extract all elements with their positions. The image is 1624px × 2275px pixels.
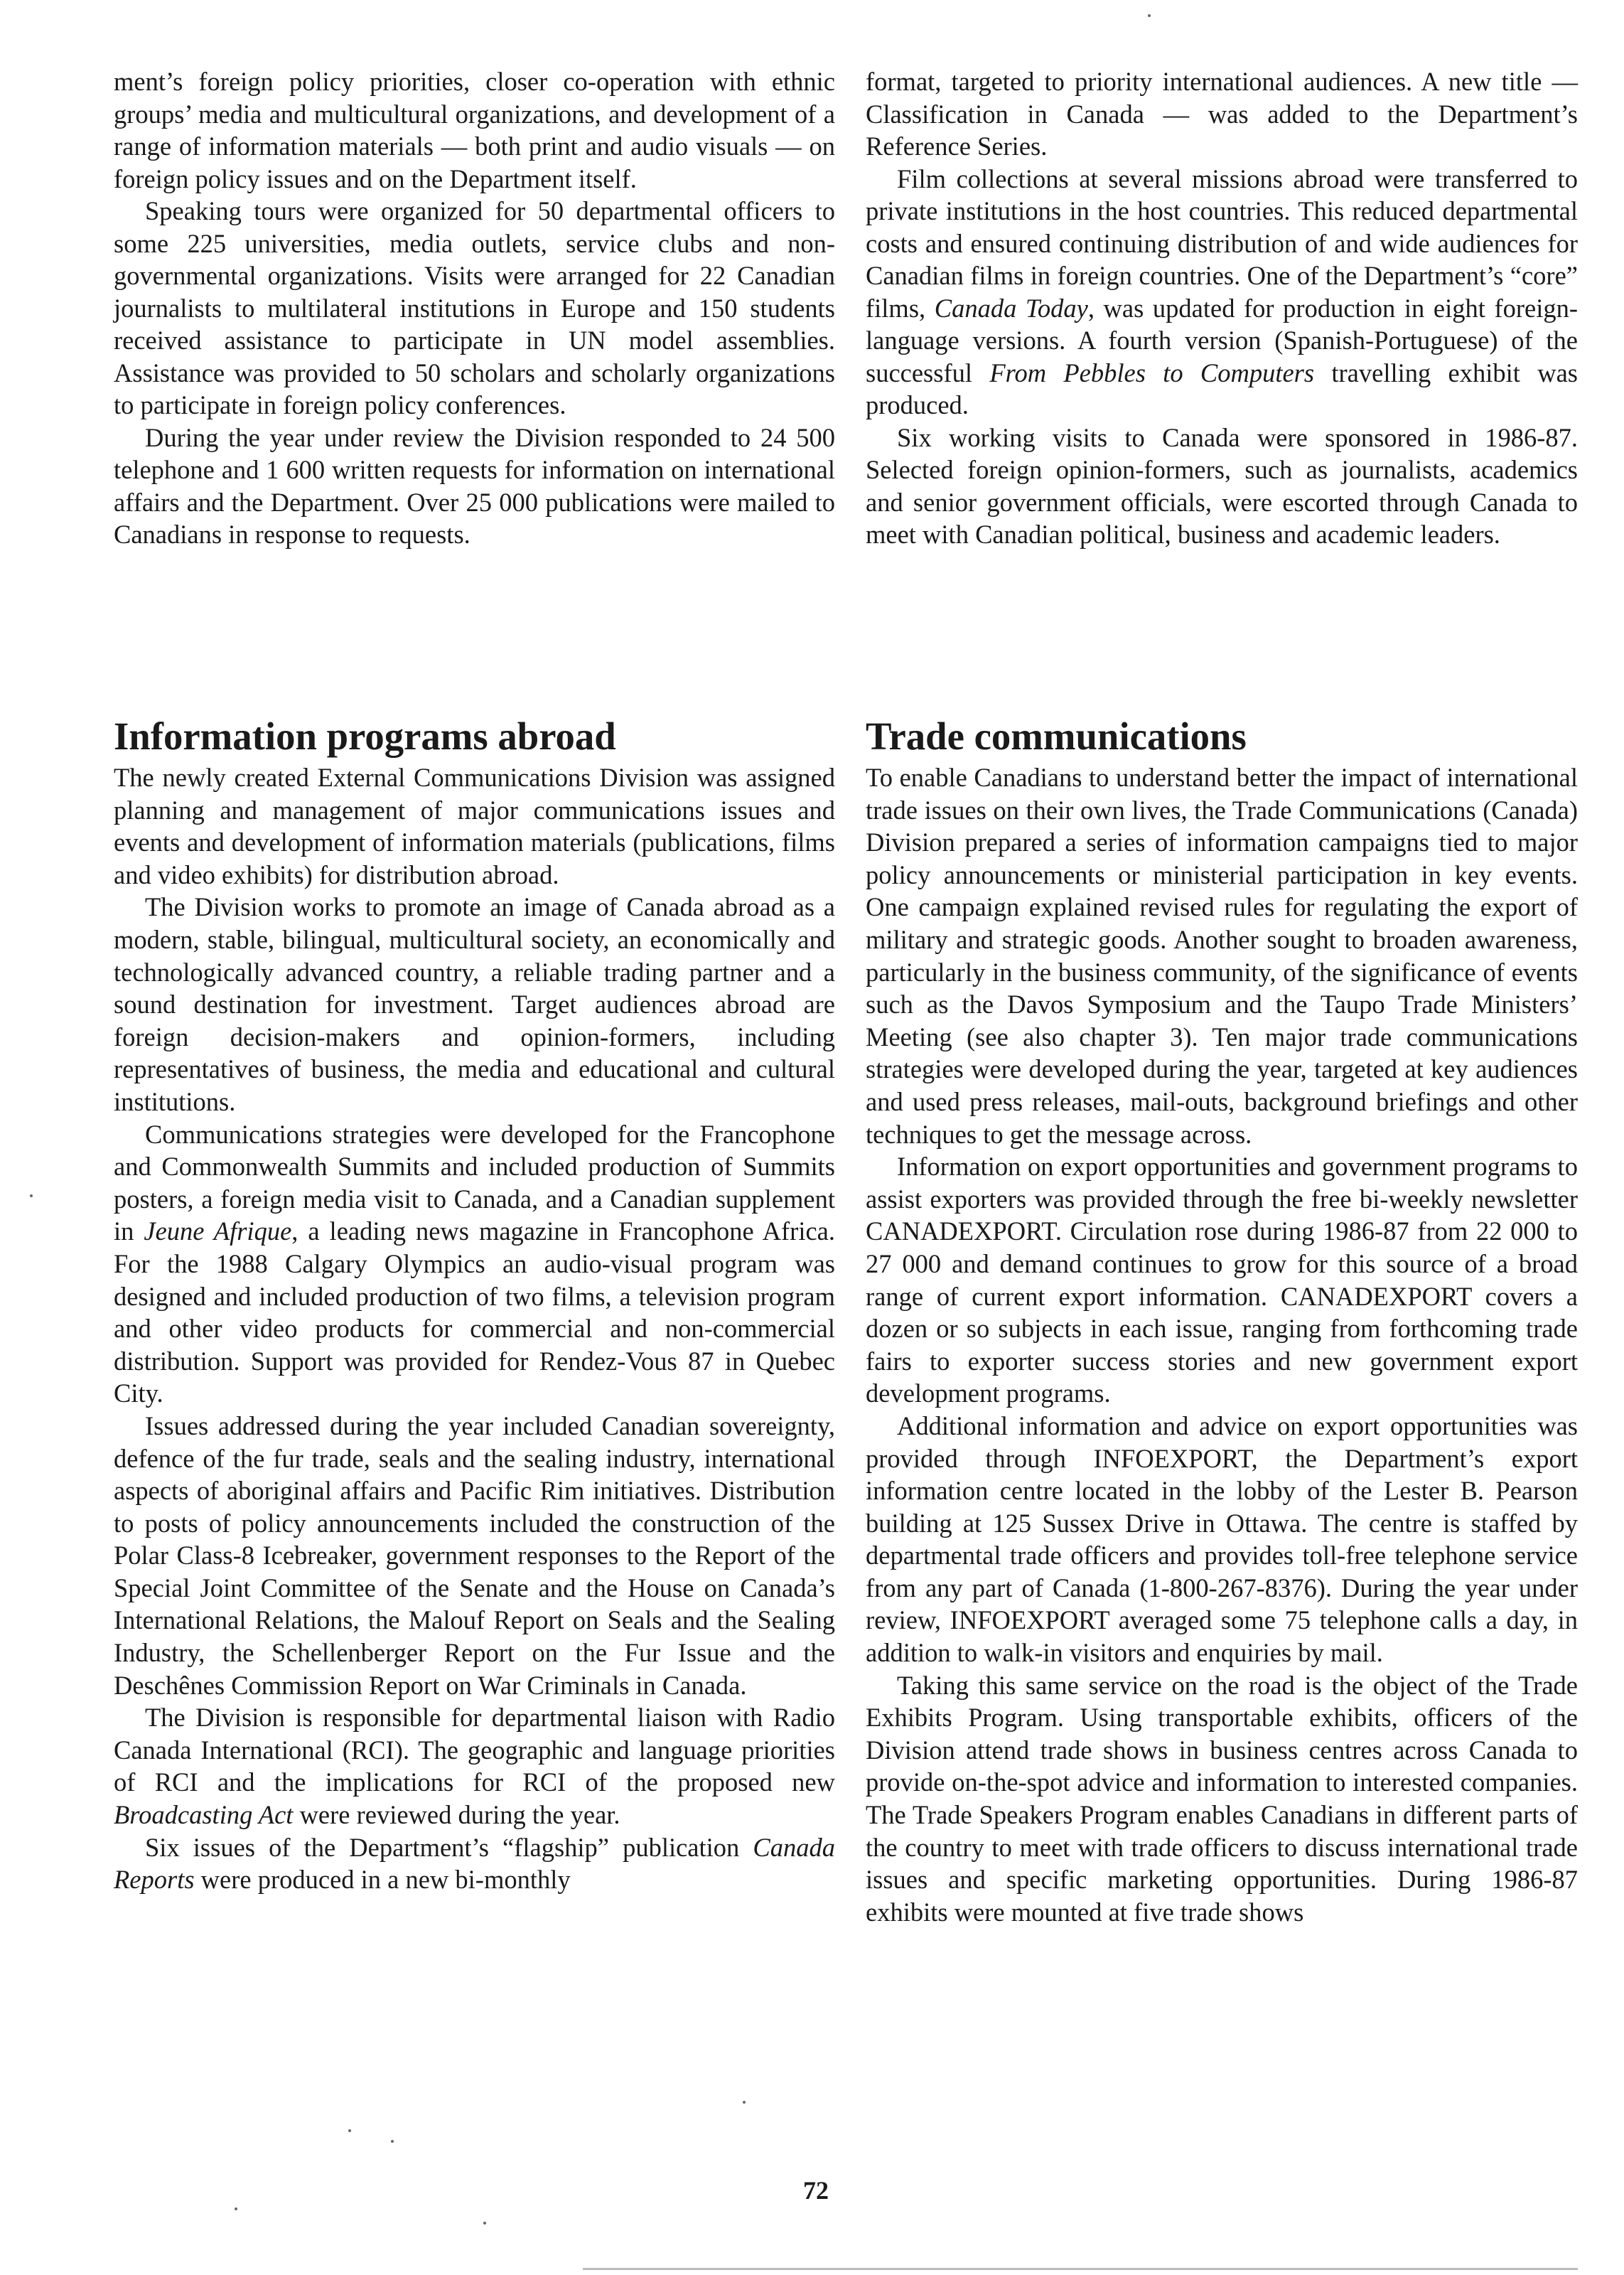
paragraph: Information on export opportunities and government programs to assist exporters was provided through the free bi-weekly newsletter CANADEXPORT. Circulation rose during 1986-87 from 22 000 to 27 000 and demand continues to grow for this source of a broad range of current export information. CANADEXPORT covers a dozen or so subjects in each issue, ranging from forthcoming trade fairs to exporter success stories and new government export development programs. (866, 1152, 1578, 1408)
paragraph: The newly created External Communications Division was assigned planning and management of major communications issues and events and development of information materials (publications, films and video exhibits) for distribution abroad. (114, 763, 835, 889)
scan-speck (391, 2140, 394, 2143)
top-right-column (866, 65, 1578, 551)
information-programs-section (114, 688, 835, 1896)
paragraph (114, 1831, 835, 1896)
scan-speck (30, 1194, 33, 1197)
text-run: Communications strategies were developed for the Francophone and Commonwealth Summits and included production of Summits posters, a foreign media visit to Canada, and a Canadian supplement in (114, 1119, 835, 1246)
text-run: , a leading news magazine in Francophone Africa. For the 1988 Calgary Olympics an audio-visual program was designed and included production of two films, a television program and other video products for commercial and non-commercial distribution. Support was provided for Rendez-Vous 87 in Quebec City. (114, 1216, 835, 1408)
paragraph: Taking this same service on the road is the object of the Trade Exhibits Program. Using transportable exhibits, officers of the Division attend trade shows in business centres across Canada to provide on-the-spot advice and information to interested companies. The Trade Speakers Program enables Canadians in different parts of the country to meet with trade officers to discuss international trade issues and specific marketing opportunities. During 1986-87 exhibits were mounted at five trade shows (866, 1670, 1578, 1927)
top-left-column (114, 65, 835, 551)
paragraph: format, targeted to priority international audiences. A new title — Classification in Canada — was added to the Department’s Reference Series. (866, 67, 1578, 161)
text-run: were produced in a new bi-monthly (194, 1865, 571, 1895)
text-run: , was updated for production in eight foreign-language versions. A fourth version (Spanish-Portuguese) of the successful (866, 293, 1578, 387)
paragraph: Six working visits to Canada were sponsored in 1986-87. Selected foreign opinion-formers, such as journalists, academics and senior government officials, were escorted through Canada to meet with Canadian political, business and academic leaders. (866, 422, 1578, 549)
paragraph (114, 1701, 835, 1831)
section-heading: Trade communications (866, 714, 1247, 759)
paragraph (114, 1118, 835, 1410)
paragraph: To enable Canadians to understand better the impact of international trade issues on their own lives, the Trade Communications (Canada) Division prepared a series of information campaigns tied to major policy announcements or ministerial participation in key events. One campaign explained revised rules for regulating the export of military and strategic goods. Another sought to broaden awareness, particularly in the business community, of the significance of events such as the Davos Symposium and the Taupo Trade Ministers’ Meeting (see also chapter 3). Ten major trade communications strategies were developed during the year, targeted at key audiences and used press releases, mail-outs, background briefings and other techniques to get the message across. (866, 763, 1578, 1149)
text-run: The Division is responsible for departmental liaison with Radio Canada International (RCI). The geographic and language priorities of RCI and the implications for RCI of the proposed new (114, 1703, 835, 1797)
text-run: Film collections at several missions abroad were transferred to private institutions in the host countries. This reduced departmental costs and ensured continuing distribution of and wide audiences for Canadian films in foreign countries. One of the Department’s “core” films, (866, 164, 1578, 323)
publication-title: Jeune Afrique (144, 1216, 292, 1246)
paragraph: Speaking tours were organized for 50 departmental officers to some 225 universities, media outlets, service clubs and non-governmental organizations. Visits were arranged for 22 Canadian journalists to multilateral institutions in Europe and 150 students received assistance to participate in UN model assemblies. Assistance was provided to 50 scholars and scholarly organizations to participate in foreign policy conferences. (114, 196, 835, 419)
text-run: travelling exhibit was produced. (866, 358, 1578, 419)
trade-communications-section (866, 688, 1578, 1928)
scan-speck (235, 2207, 237, 2210)
paragraph (866, 163, 1578, 422)
scan-speck (743, 2101, 746, 2104)
text-run: Six issues of the Department’s “flagship” publication (145, 1832, 753, 1862)
section-heading: Information programs abroad (114, 714, 616, 759)
scan-speck (1148, 14, 1151, 17)
scan-speck (483, 2222, 486, 2225)
page-number: 72 (803, 2176, 829, 2205)
paragraph: Issues addressed during the year included Canadian sovereignty, defence of the fur trade, seals and the sealing industry, international aspects of aboriginal affairs and Pacific Rim initiatives. Distribution to posts of policy announcements included the construction of the Polar Class-8 Icebreaker, government responses to the Report of the Special Joint Committee of the Senate and the House on Canada’s International Relations, the Malouf Report on Seals and the Sealing Industry, the Schellenberger Report on the Fur Issue and the Deschênes Commission Report on War Criminals in Canada. (114, 1410, 835, 1700)
paragraph: Additional information and advice on export opportunities was provided through INFOEXPORT, the Department’s export information centre located in the lobby of the Lester B. Pearson building at 125 Sussex Drive in Ottawa. The centre is staffed by departmental trade officers and provides toll-free telephone service from any part of Canada (1-800-267-8376). During the year under review, INFOEXPORT averaged some 75 telephone calls a day, in addition to walk-in visitors and enquiries by mail. (866, 1410, 1578, 1668)
exhibit-title: From Pebbles to Computers (989, 358, 1315, 387)
text-run: were reviewed during the year. (293, 1800, 620, 1830)
scan-speck (348, 2129, 351, 2132)
act-title: Broadcasting Act (114, 1800, 294, 1830)
paragraph: During the year under review the Division responded to 24 500 telephone and 1 600 written requests for information on international affairs and the Department. Over 25 000 publications were mailed to Canadians in response to requests. (114, 422, 835, 549)
scan-edge-line (583, 2268, 1578, 2270)
film-title: Canada Today (934, 293, 1088, 323)
paragraph: ment’s foreign policy priorities, closer co-operation with ethnic groups’ media and multicultural organizations, and development of a range of information materials — both print and audio visuals — on foreign policy issues and on the Department itself. (114, 67, 835, 193)
paragraph: The Division works to promote an image of Canada abroad as a modern, stable, bilingual, multicultural society, an economically and technologically advanced country, a reliable trading partner and a sound destination for investment. Target audiences abroad are foreign decision-makers and opinion-formers, including representatives of business, the media and educational and cultural institutions. (114, 892, 835, 1116)
publication-title: Canada Reports (114, 1832, 835, 1895)
